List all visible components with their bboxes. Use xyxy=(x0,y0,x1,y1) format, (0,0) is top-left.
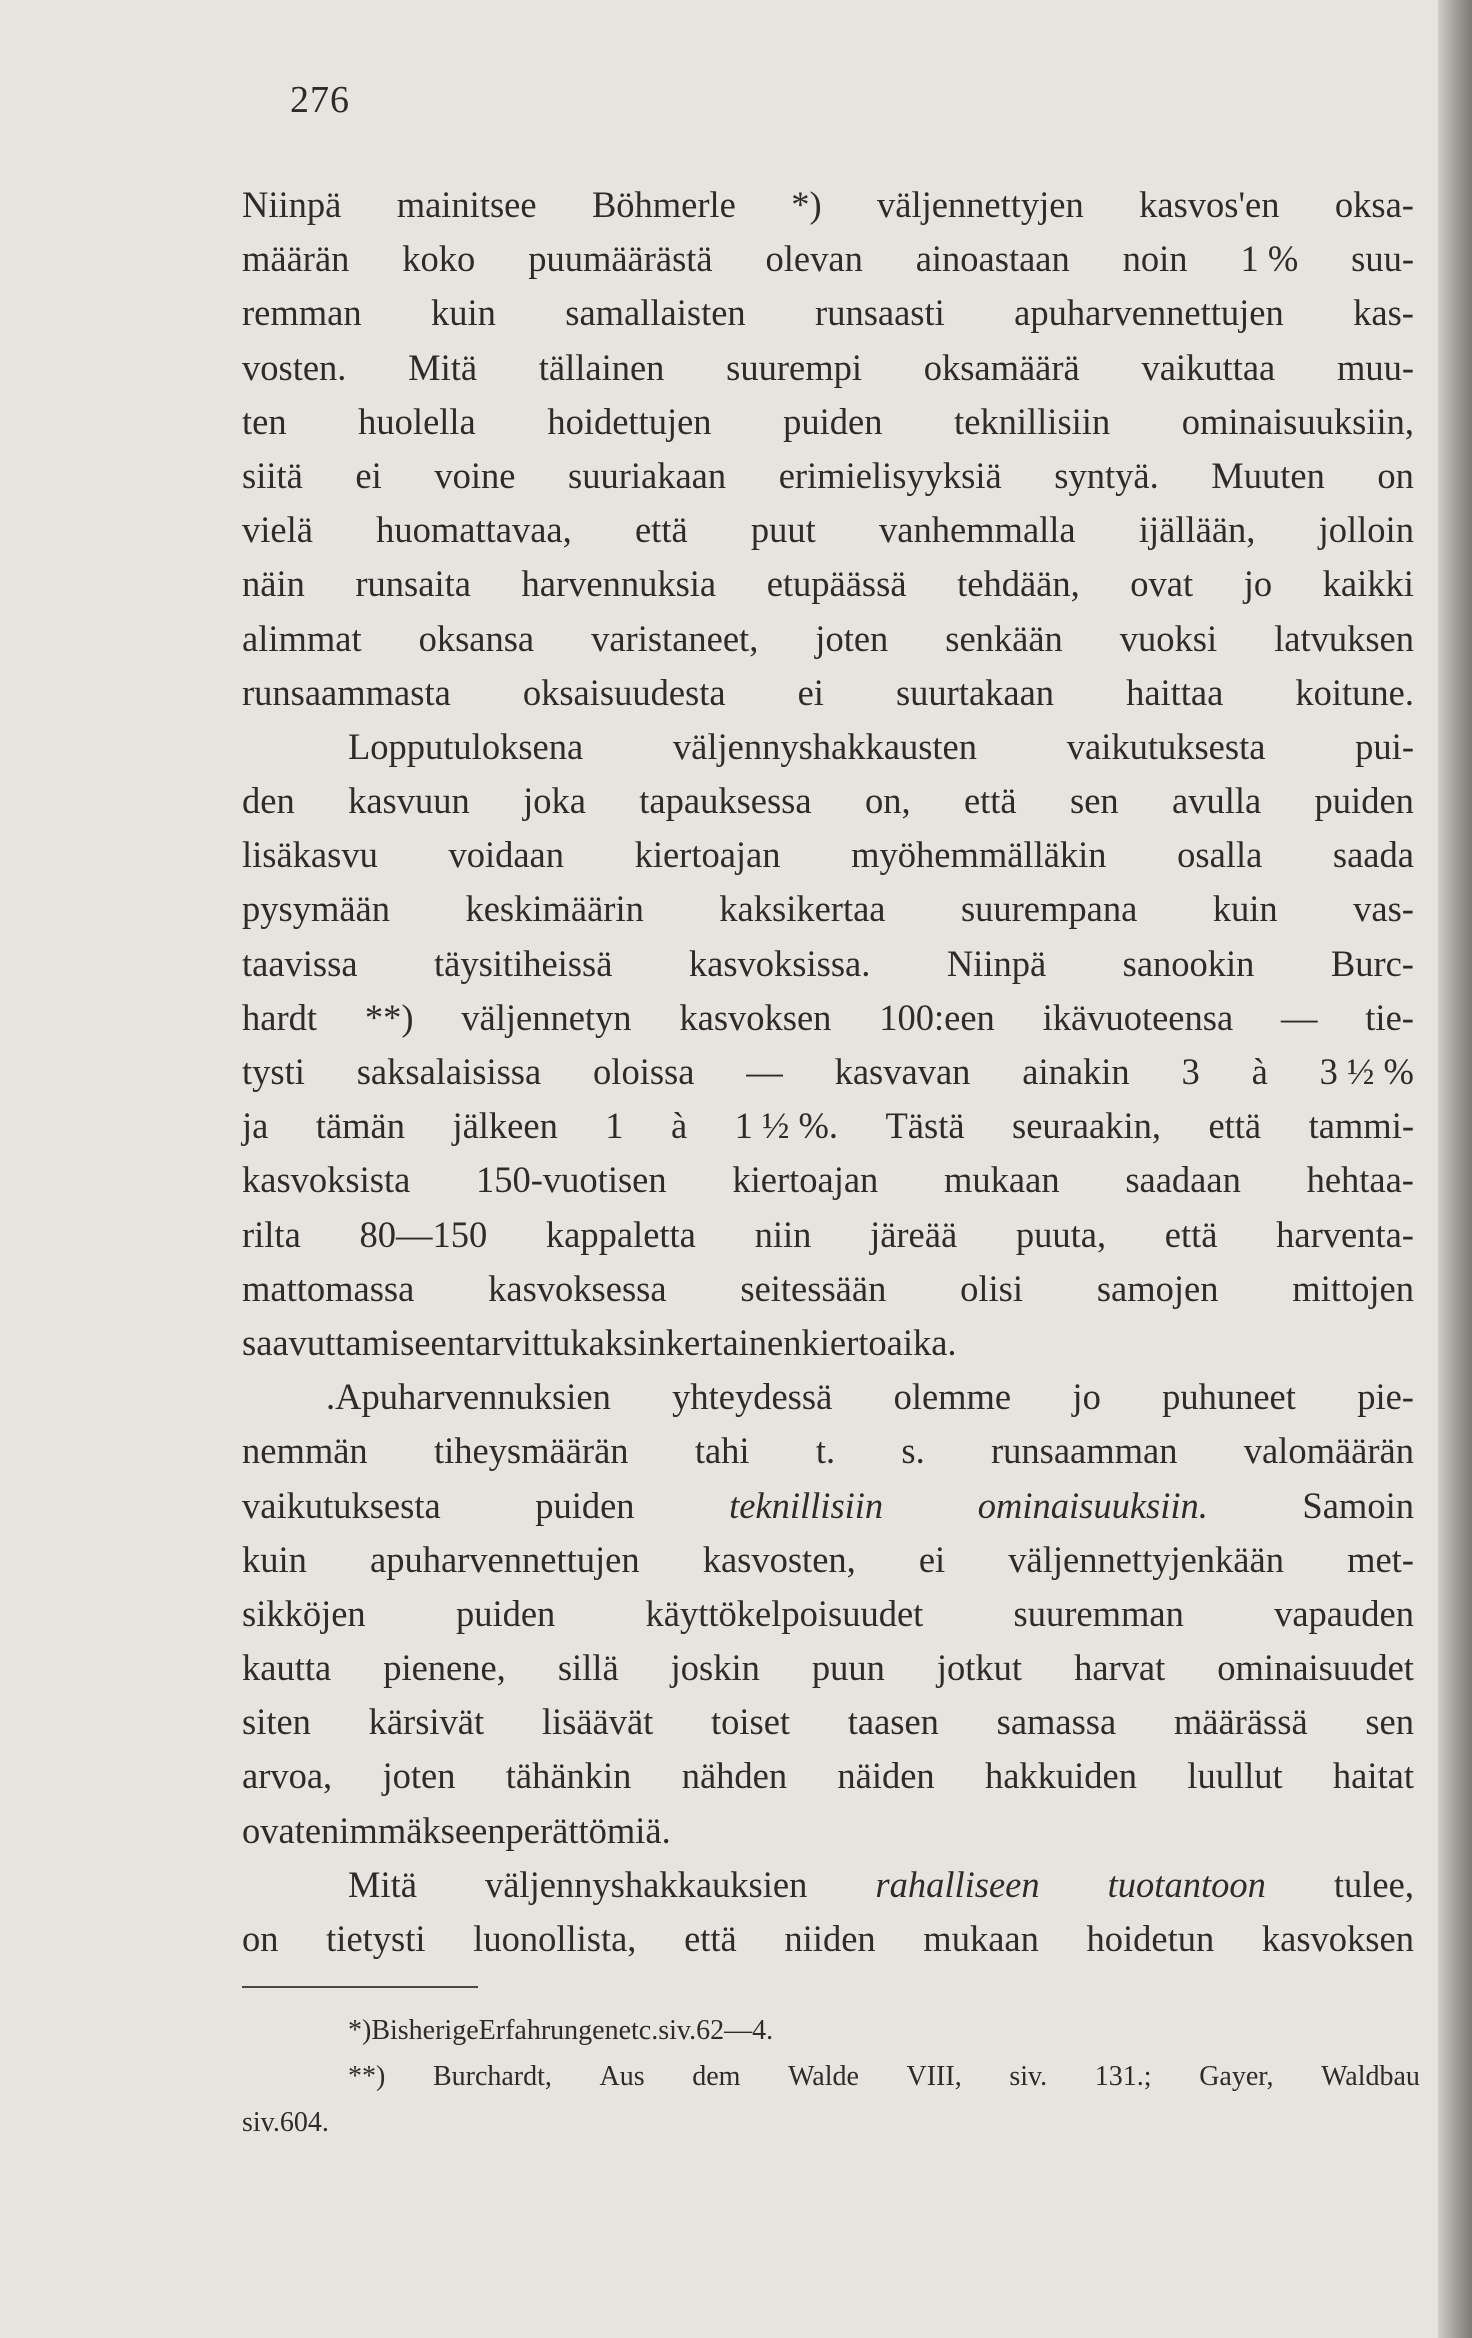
text-word: etupäässä xyxy=(766,563,907,605)
text-word: joka xyxy=(523,780,586,822)
text-word: vapauden xyxy=(1274,1592,1414,1634)
text-line xyxy=(242,612,1414,666)
footnote-word: *) xyxy=(348,2015,372,2046)
text-word: määrässä xyxy=(1173,1701,1308,1743)
text-word: pui- xyxy=(1355,725,1414,767)
text-word: apuharvennettujen xyxy=(370,1538,640,1580)
text-word: oksa- xyxy=(1334,184,1414,225)
text-word: luullut xyxy=(1187,1755,1283,1797)
text-word: osalla xyxy=(1177,834,1263,876)
text-word: kaikki xyxy=(1322,563,1414,605)
text-line xyxy=(242,1316,1414,1370)
text-word: *) xyxy=(791,184,822,225)
text-word: on xyxy=(1377,454,1414,496)
footnote-line xyxy=(242,2100,1420,2146)
text-word: jotkut xyxy=(936,1647,1023,1689)
text-word: väljennetyn xyxy=(461,996,632,1038)
text-line xyxy=(242,1208,1414,1262)
text-word: alimmat xyxy=(242,617,362,659)
text-word: kiertoaika. xyxy=(801,1321,957,1363)
footnotes xyxy=(242,2008,1420,2146)
text-word: tällainen xyxy=(538,346,665,388)
text-word: ikävuoteensa xyxy=(1042,996,1234,1038)
text-word: kuin xyxy=(430,292,496,334)
text-word: varistaneet, xyxy=(591,617,759,659)
text-word: enimmäkseen xyxy=(304,1809,506,1851)
text-word: ominaisuudet xyxy=(1217,1647,1414,1689)
footnote-word: etc. xyxy=(618,2015,659,2046)
text-line xyxy=(242,503,1414,557)
footnote-word: 604. xyxy=(279,2107,329,2138)
text-line xyxy=(242,1587,1414,1641)
text-word: tehdään, xyxy=(957,563,1080,605)
text-word: Niinpä xyxy=(242,184,342,225)
text-word: että xyxy=(1208,1105,1262,1147)
text-line xyxy=(242,1153,1414,1207)
text-word: että xyxy=(684,1918,737,1959)
footnote-word: Erfahrungen xyxy=(478,2015,619,2046)
text-line xyxy=(242,1749,1414,1803)
text-word: lisäävät xyxy=(541,1701,654,1743)
text-line xyxy=(242,1912,1414,1966)
text-word: suurempana xyxy=(960,888,1138,930)
text-word: siitä xyxy=(242,454,303,496)
text-word: oksamäärä xyxy=(923,346,1080,388)
text-word: samojen xyxy=(1096,1267,1219,1309)
text-word: niiden xyxy=(784,1918,876,1959)
text-word: tarvittu xyxy=(464,1321,571,1363)
text-word: hardt xyxy=(242,996,317,1038)
text-word: puiden xyxy=(783,400,883,442)
text-word: jo xyxy=(1072,1376,1101,1418)
text-word: ten xyxy=(242,400,287,442)
text-word: puiden xyxy=(1314,780,1414,822)
text-word: vas- xyxy=(1353,888,1414,930)
text-word: Burc- xyxy=(1330,942,1414,984)
text-word: samassa xyxy=(996,1701,1117,1743)
text-word: jo xyxy=(1243,563,1273,605)
text-word: harventa- xyxy=(1276,1213,1414,1255)
text-line xyxy=(242,557,1414,611)
text-word: s. xyxy=(901,1430,925,1472)
text-word: tahi xyxy=(694,1430,750,1472)
text-line xyxy=(242,720,1414,774)
text-word: suurtakaan xyxy=(895,671,1055,713)
text-line xyxy=(242,1695,1414,1749)
body-text xyxy=(242,178,1414,1966)
text-word: mainitsee xyxy=(396,184,537,225)
text-word: kasvoksen xyxy=(1261,1918,1414,1959)
text-word: sillä xyxy=(557,1647,619,1689)
text-word: oksansa xyxy=(418,617,535,659)
text-word: tulee, xyxy=(1333,1863,1414,1905)
text-word: ei xyxy=(918,1538,946,1580)
text-word: kappaletta xyxy=(545,1213,696,1255)
text-word: näin xyxy=(242,563,305,605)
text-word: hehtaa- xyxy=(1306,1159,1414,1201)
text-word: apuharvennettujen xyxy=(1014,292,1284,334)
text-word: haittaa xyxy=(1126,671,1224,713)
text-word: hakkuiden xyxy=(984,1755,1138,1797)
text-word: ovat xyxy=(1130,563,1194,605)
text-word: tysti xyxy=(242,1051,305,1092)
text-word: suurempi xyxy=(726,346,862,388)
text-word: den xyxy=(242,780,295,822)
footnote-word: siv. xyxy=(242,2107,280,2138)
text-word: puut xyxy=(750,509,816,551)
text-word: rilta xyxy=(242,1213,301,1255)
text-word: avulla xyxy=(1172,780,1262,822)
text-word: hoidettujen xyxy=(547,400,712,442)
footnote-word: 131.; xyxy=(1094,2061,1152,2092)
text-line xyxy=(242,178,1414,232)
text-line xyxy=(242,1641,1414,1695)
text-word: huomattavaa, xyxy=(376,509,572,551)
text-word: — xyxy=(746,1051,783,1092)
text-word: tähänkin xyxy=(505,1755,632,1797)
text-word: taasen xyxy=(847,1701,939,1743)
text-word: 150-vuotisen xyxy=(476,1159,667,1201)
text-word: olemme xyxy=(893,1376,1012,1418)
text-word: kasvoksissa. xyxy=(688,942,871,984)
footnote-word: dem xyxy=(692,2061,741,2092)
text-word: — xyxy=(1280,996,1318,1038)
text-word: voine xyxy=(434,454,516,496)
footnote-word: siv. xyxy=(658,2015,697,2046)
footnote-word: Bisherige xyxy=(371,2015,479,2046)
text-word: runsaammasta xyxy=(242,671,451,713)
text-word: olisi xyxy=(960,1267,1024,1309)
text-word: ovat xyxy=(242,1809,305,1851)
text-word: oloissa xyxy=(593,1051,695,1092)
text-word: met- xyxy=(1347,1538,1414,1580)
text-word: harvat xyxy=(1074,1647,1166,1689)
text-word: kuin xyxy=(1212,888,1278,930)
text-word: oksaisuudesta xyxy=(522,671,726,713)
text-word: kasvuun xyxy=(348,780,470,822)
text-line xyxy=(242,1804,1414,1858)
text-word: tapauksessa xyxy=(639,780,812,822)
text-word: rahalliseen xyxy=(875,1863,1040,1905)
footnote-line xyxy=(242,2008,1420,2054)
text-word: pysymään xyxy=(242,888,390,930)
text-word: keskimäärin xyxy=(465,888,644,930)
text-word: pienene, xyxy=(383,1647,506,1689)
text-word: kas- xyxy=(1353,292,1414,334)
text-word: vosten. xyxy=(242,346,347,388)
text-word: tammi- xyxy=(1308,1105,1414,1147)
text-word: huolella xyxy=(358,400,476,442)
text-word: 1 % xyxy=(1240,238,1299,280)
text-word: arvoa, xyxy=(242,1755,333,1797)
text-word: valomäärän xyxy=(1243,1430,1414,1472)
text-word: .Apuharvennuksien xyxy=(326,1376,611,1418)
text-line xyxy=(242,991,1414,1045)
text-line xyxy=(242,1045,1414,1099)
text-word: määrän xyxy=(242,238,350,280)
text-word: muu- xyxy=(1336,346,1414,388)
text-word: suu- xyxy=(1351,238,1414,280)
text-line xyxy=(242,341,1414,395)
text-word: järeää xyxy=(870,1213,958,1255)
text-word: sen xyxy=(1069,780,1119,822)
text-word: olevan xyxy=(765,238,863,280)
text-word: haitat xyxy=(1332,1755,1414,1797)
text-word: ainoastaan xyxy=(915,238,1070,280)
footnote-word: siv. xyxy=(1009,2061,1048,2092)
text-word: Samoin xyxy=(1302,1484,1414,1526)
text-word: että xyxy=(1164,1213,1218,1255)
text-word: senkään xyxy=(945,617,1063,659)
text-word: väljennettyjen xyxy=(877,184,1084,225)
text-word: saadaan xyxy=(1125,1159,1241,1201)
text-word: toiset xyxy=(710,1701,791,1743)
text-word: ominaisuuksiin. xyxy=(977,1484,1208,1526)
text-word: Mitä xyxy=(408,346,478,388)
text-word: Niinpä xyxy=(946,942,1047,984)
text-line xyxy=(242,1424,1414,1478)
text-line xyxy=(242,1858,1414,1912)
text-word: puhuneet xyxy=(1162,1376,1296,1418)
text-word: mukaan xyxy=(923,1918,1039,1959)
text-word: Böhmerle xyxy=(591,184,736,225)
text-line xyxy=(242,449,1414,503)
text-word: myöhemmälläkin xyxy=(851,834,1107,876)
text-word: kiertoajan xyxy=(634,834,781,876)
text-word: kuin xyxy=(242,1538,307,1580)
text-word: remman xyxy=(242,292,362,334)
footnote-word: **) xyxy=(348,2061,386,2092)
text-line xyxy=(242,232,1414,286)
text-word: että xyxy=(963,780,1017,822)
text-line xyxy=(242,395,1414,449)
text-word: **) xyxy=(364,996,414,1038)
text-word: kärsivät xyxy=(368,1701,485,1743)
text-word: puumäärästä xyxy=(528,238,713,280)
text-word: tiheysmäärän xyxy=(433,1430,629,1472)
text-word: on xyxy=(242,1918,279,1959)
text-word: runsaita xyxy=(355,563,471,605)
text-line xyxy=(242,1370,1414,1424)
text-word: kasvoksessa xyxy=(488,1267,667,1309)
text-word: lisäkasvu xyxy=(242,834,378,876)
text-word: 100:een xyxy=(879,996,995,1038)
text-word: pie- xyxy=(1357,1376,1414,1418)
text-word: Muuten xyxy=(1211,454,1325,496)
text-word: on, xyxy=(864,780,911,822)
text-word: suuremman xyxy=(1013,1592,1184,1634)
text-word: väljennettyjenkään xyxy=(1008,1538,1284,1580)
text-word: seitessään xyxy=(740,1267,887,1309)
text-line xyxy=(242,1099,1414,1153)
text-word: tie- xyxy=(1365,996,1414,1038)
text-word: sen xyxy=(1365,1701,1414,1743)
footnote-word: Waldbau xyxy=(1321,2061,1420,2092)
text-word: puuta, xyxy=(1015,1213,1107,1255)
text-word: koko xyxy=(402,238,476,280)
text-word: hoidetun xyxy=(1086,1918,1215,1959)
text-word: sikköjen xyxy=(242,1592,366,1634)
text-word: t. xyxy=(815,1430,836,1472)
page-number: 276 xyxy=(290,79,350,121)
text-word: tuotantoon xyxy=(1107,1863,1266,1905)
text-line xyxy=(242,1533,1414,1587)
text-word: ja xyxy=(242,1105,269,1147)
text-line xyxy=(242,828,1414,882)
text-word: väljennyshakkauksien xyxy=(484,1863,808,1905)
text-word: noin xyxy=(1122,238,1188,280)
text-word: siten xyxy=(242,1701,311,1743)
text-word: vuoksi xyxy=(1119,617,1218,659)
text-word: à xyxy=(670,1105,688,1147)
text-word: 3 xyxy=(1181,1051,1200,1092)
text-word: joten xyxy=(382,1755,456,1797)
text-word: tietysti xyxy=(326,1918,426,1959)
text-word: vanhemmalla xyxy=(879,509,1076,551)
text-word: 3 ½ % xyxy=(1319,1051,1414,1092)
footnote-word: Burchardt, xyxy=(432,2061,552,2092)
text-word: taavissa xyxy=(242,942,358,984)
text-word: Tästä xyxy=(885,1105,965,1147)
text-word: luonollista, xyxy=(473,1918,637,1959)
page-edge-shadow xyxy=(1438,0,1472,2338)
text-word: puiden xyxy=(535,1484,635,1526)
text-word: kasvoksista xyxy=(242,1159,411,1201)
text-word: runsaasti xyxy=(815,292,945,334)
text-word: Lopputuloksena xyxy=(348,725,584,767)
text-word: erimielisyyksiä xyxy=(778,454,1002,496)
text-line xyxy=(242,937,1414,991)
text-word: kasvoksen xyxy=(679,996,832,1038)
text-word: kasvosten, xyxy=(702,1538,856,1580)
text-line xyxy=(242,774,1414,828)
text-word: vaikutuksesta xyxy=(1066,725,1266,767)
text-word: seuraakin, xyxy=(1012,1105,1161,1147)
text-word: 80—150 xyxy=(359,1213,488,1255)
text-word: ainakin xyxy=(1022,1051,1130,1092)
text-word: syntyä. xyxy=(1054,454,1159,496)
text-word: ijällään, xyxy=(1138,509,1256,551)
text-word: kasvavan xyxy=(834,1051,971,1092)
text-word: teknillisiin xyxy=(954,400,1111,442)
text-word: Mitä xyxy=(348,1863,417,1905)
text-word: jolloin xyxy=(1318,509,1414,551)
text-word: kasvos'en xyxy=(1139,184,1280,225)
text-word: ei xyxy=(797,671,824,713)
text-word: vaikutuksesta xyxy=(242,1484,441,1526)
text-word: koitune. xyxy=(1295,671,1414,713)
text-word: mukaan xyxy=(944,1159,1060,1201)
text-word: samallaisten xyxy=(565,292,746,334)
text-word: vielä xyxy=(242,509,313,551)
footnote-line xyxy=(242,2054,1420,2100)
text-word: runsaamman xyxy=(990,1430,1178,1472)
footnote-word: Gayer, xyxy=(1199,2061,1274,2092)
text-word: niin xyxy=(754,1213,812,1255)
text-word: nemmän xyxy=(242,1430,368,1472)
text-word: puun xyxy=(811,1647,885,1689)
text-word: tämän xyxy=(315,1105,405,1147)
text-word: puiden xyxy=(455,1592,556,1634)
text-word: kautta xyxy=(242,1647,332,1689)
footnote-separator-rule xyxy=(242,1986,478,1988)
footnote-word: VIII, xyxy=(906,2061,962,2092)
text-word: latvuksen xyxy=(1274,617,1414,659)
text-word: väljennyshakkausten xyxy=(672,725,978,767)
text-word: jälkeen xyxy=(452,1105,558,1147)
text-word: ei xyxy=(355,454,382,496)
footnote-word: Aus xyxy=(599,2061,645,2092)
text-word: kaksikertaa xyxy=(719,888,886,930)
text-word: ominaisuuksiin, xyxy=(1181,400,1414,442)
text-word: 1 xyxy=(605,1105,624,1147)
footnote-word: Walde xyxy=(788,2061,859,2092)
text-word: perättömiä. xyxy=(505,1809,671,1851)
text-word: sanookin xyxy=(1122,942,1255,984)
footnote-word: 62—4. xyxy=(696,2015,774,2046)
text-word: 1 ½ %. xyxy=(734,1105,839,1147)
text-word: saavuttamiseen xyxy=(242,1321,465,1363)
text-word: nähden xyxy=(681,1755,788,1797)
text-word: voidaan xyxy=(448,834,564,876)
text-word: mittojen xyxy=(1292,1267,1414,1309)
text-word: harvennuksia xyxy=(521,563,717,605)
text-word: että xyxy=(634,509,688,551)
text-word: yhteydessä xyxy=(672,1376,833,1418)
text-word: kiertoajan xyxy=(732,1159,879,1201)
text-word: joskin xyxy=(670,1647,760,1689)
text-word: saada xyxy=(1332,834,1414,876)
text-line xyxy=(242,286,1414,340)
text-word: vaikuttaa xyxy=(1141,346,1276,388)
text-line xyxy=(242,1479,1414,1533)
text-word: saksalaisissa xyxy=(356,1051,542,1092)
text-word: täysitiheissä xyxy=(434,942,613,984)
text-word: à xyxy=(1251,1051,1268,1092)
text-word: näiden xyxy=(837,1755,935,1797)
text-line xyxy=(242,1262,1414,1316)
text-word: joten xyxy=(815,617,889,659)
text-word: käyttökelpoisuudet xyxy=(645,1592,924,1634)
text-line xyxy=(242,666,1414,720)
text-word: teknillisiin xyxy=(729,1484,884,1526)
text-word: kaksinkertainen xyxy=(570,1321,802,1363)
text-line xyxy=(242,882,1414,936)
text-word: suuriakaan xyxy=(568,454,727,496)
text-word: mattomassa xyxy=(242,1267,415,1309)
